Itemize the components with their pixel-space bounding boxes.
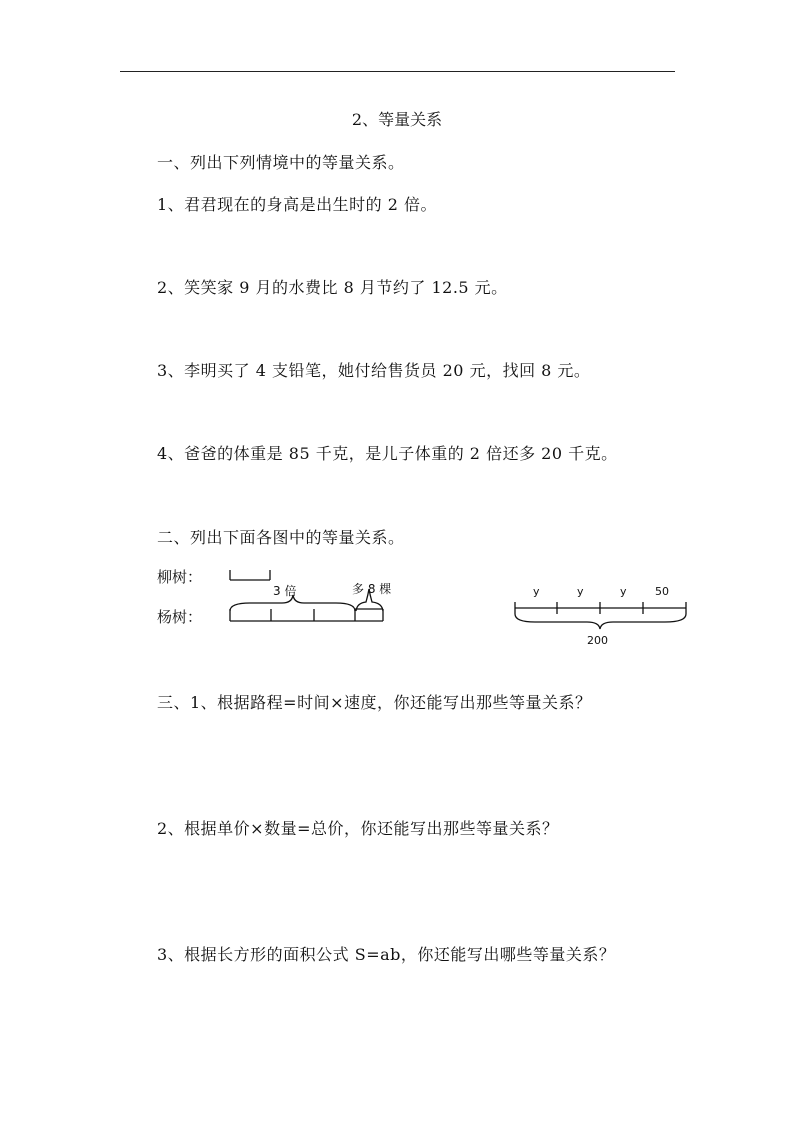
- header-rule: [120, 71, 675, 72]
- page-title: 2、等量关系: [351, 110, 443, 129]
- question-1-3: 3、李明买了 4 支铅笔，她付给售货员 20 元，找回 8 元。: [157, 361, 591, 380]
- question-3-3: 3、根据长方形的面积公式 S=ab，你还能写出哪些等量关系？: [157, 945, 616, 964]
- question-3-1: 三、1、根据路程=时间×速度，你还能写出那些等量关系？: [157, 693, 592, 712]
- segment-total-diagram: [505, 575, 705, 650]
- section2-heading: 二、列出下面各图中的等量关系。: [157, 528, 405, 547]
- willow-poplar-diagram: [220, 565, 400, 635]
- willow-segment: [230, 570, 270, 580]
- segment-label-1: y: [533, 585, 540, 598]
- question-3-2: 2、根据单价×数量=总价，你还能写出那些等量关系？: [157, 819, 559, 838]
- total-brace: [515, 614, 686, 629]
- willow-label: 柳树：: [157, 568, 203, 586]
- poplar-label: 杨树：: [157, 608, 203, 626]
- segment-line: [515, 602, 686, 614]
- times-brace-label: 3 倍: [273, 584, 297, 598]
- segment-label-4: 50: [655, 585, 669, 598]
- section1-heading: 一、列出下列情境中的等量关系。: [157, 153, 405, 172]
- poplar-segment: [230, 609, 383, 621]
- question-1-2: 2、笑笑家 9 月的水费比 8 月节约了 12.5 元。: [157, 278, 508, 297]
- segment-label-3: y: [620, 585, 627, 598]
- total-label: 200: [587, 634, 608, 647]
- more-brace-label: 多 8 棵: [352, 582, 392, 596]
- question-1-1: 1、君君现在的身高是出生时的 2 倍。: [157, 195, 438, 214]
- question-1-4: 4、爸爸的体重是 85 千克，是儿子体重的 2 倍还多 20 千克。: [157, 444, 618, 463]
- segment-label-2: y: [577, 585, 584, 598]
